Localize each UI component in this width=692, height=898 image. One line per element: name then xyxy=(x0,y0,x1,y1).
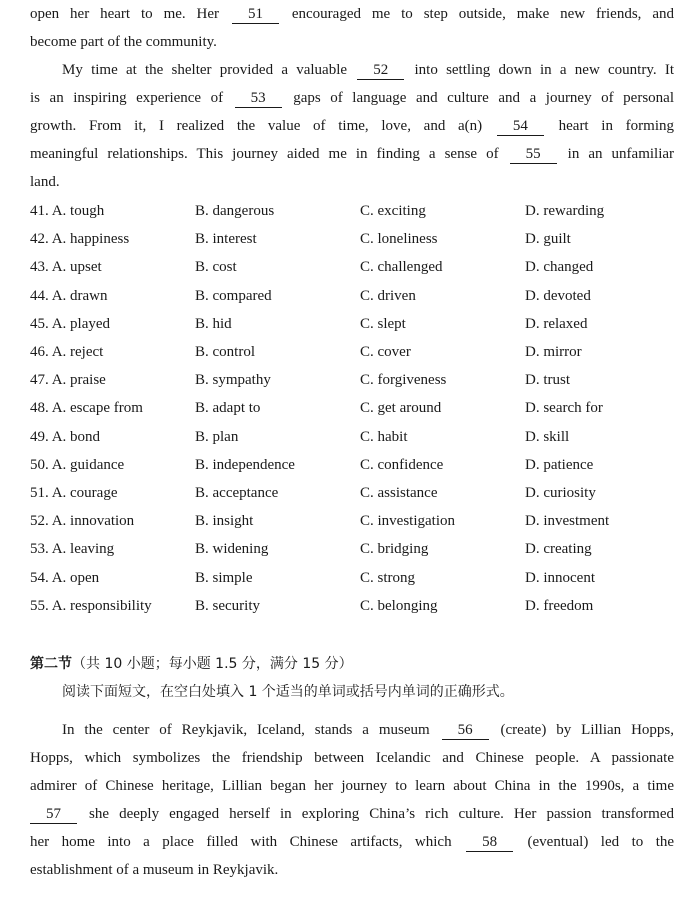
option-a xyxy=(30,535,114,563)
option-a xyxy=(30,310,110,338)
option-row xyxy=(30,564,674,592)
option-d: D. trust xyxy=(525,372,570,389)
option-c: C. cover xyxy=(360,344,411,360)
option-d: D. guilt xyxy=(525,231,571,248)
option-b: B. simple xyxy=(195,569,253,586)
question-number: 45. xyxy=(30,315,49,332)
blank-52: 52 xyxy=(357,61,404,80)
question-number: 50. xyxy=(30,456,49,473)
question-number: 52. xyxy=(30,513,49,530)
option-d: D. creating xyxy=(525,541,592,558)
option-c: C. confidence xyxy=(360,456,444,473)
blank-51: 51 xyxy=(232,5,279,24)
option-a xyxy=(30,225,129,253)
option-row xyxy=(30,423,674,451)
question-number: 51. xyxy=(30,485,49,501)
question-number: 42. xyxy=(30,231,49,248)
passage1-line-2: become part of the community. xyxy=(30,34,217,50)
option-text: A. reject xyxy=(51,344,104,360)
text: meaningful relationships. This journey aided me in finding a sense of xyxy=(30,146,499,162)
option-text: A. responsibility xyxy=(51,597,152,614)
option-text: A. courage xyxy=(51,485,118,501)
question-number: 47. xyxy=(30,372,49,389)
blank-53: 53 xyxy=(235,89,282,108)
passage1-line-6 xyxy=(30,140,674,168)
text: gaps of language and culture and a journey of personal xyxy=(293,90,674,106)
option-a xyxy=(30,282,108,310)
section-title: 第二节 xyxy=(30,656,72,672)
passage1-line-5 xyxy=(30,112,674,140)
option-b: B. interest xyxy=(195,231,257,248)
text: in an unfamiliar xyxy=(567,146,675,162)
option-d: D. rewarding xyxy=(525,203,605,219)
option-d: D. skill xyxy=(525,428,570,445)
option-d: D. freedom xyxy=(525,597,594,614)
blank-55: 55 xyxy=(510,145,557,164)
option-row xyxy=(30,394,674,422)
option-text: A. innovation xyxy=(51,513,135,530)
text: (create) by Lillian Hopps, xyxy=(500,722,675,738)
option-b: B. widening xyxy=(195,541,269,558)
passage1-line-3 xyxy=(62,56,674,84)
option-c: C. loneliness xyxy=(360,231,438,248)
option-c: C. forgiveness xyxy=(360,372,447,389)
option-b: B. adapt to xyxy=(195,400,261,417)
option-b: B. dangerous xyxy=(195,203,275,219)
option-text: A. happiness xyxy=(51,231,130,248)
option-b: B. cost xyxy=(195,259,237,276)
passage2-line-4 xyxy=(30,800,674,828)
question-number: 55. xyxy=(30,597,49,614)
question-number: 53. xyxy=(30,541,49,558)
blank-57: 57 xyxy=(30,805,77,824)
question-number: 54. xyxy=(30,569,49,586)
section-instruction: 阅读下面短文，在空白处填入 1 个适当的单词或括号内单词的正确形式。 xyxy=(62,684,514,700)
option-a xyxy=(30,366,106,394)
option-c: C. challenged xyxy=(360,259,443,276)
option-a xyxy=(30,479,118,507)
option-c: C. get around xyxy=(360,400,442,417)
section-heading xyxy=(30,650,353,678)
option-text: A. leaving xyxy=(51,541,115,558)
option-c: C. slept xyxy=(360,315,406,332)
option-text: A. played xyxy=(51,315,111,332)
option-a xyxy=(30,507,134,535)
option-text: A. open xyxy=(51,569,100,586)
option-row xyxy=(30,366,674,394)
option-row xyxy=(30,479,674,507)
option-d: D. devoted xyxy=(525,287,591,304)
question-number: 43. xyxy=(30,259,49,276)
option-text: A. bond xyxy=(51,428,101,445)
option-text: A. upset xyxy=(51,259,102,276)
option-b: B. control xyxy=(195,344,255,360)
question-number: 48. xyxy=(30,400,49,417)
option-d: D. curiosity xyxy=(525,485,596,501)
option-d: D. search for xyxy=(525,400,603,417)
option-text: A. tough xyxy=(51,203,105,219)
option-a xyxy=(30,564,99,592)
option-row xyxy=(30,451,674,479)
option-d: D. patience xyxy=(525,456,594,473)
option-c: C. driven xyxy=(360,287,416,304)
option-b: B. sympathy xyxy=(195,372,271,389)
text: In the center of Reykjavik, Iceland, stands a museum xyxy=(62,722,430,738)
text: is an inspiring experience of xyxy=(30,90,224,106)
option-b: B. acceptance xyxy=(195,485,279,501)
option-row xyxy=(30,535,674,563)
question-number: 49. xyxy=(30,428,49,445)
option-a xyxy=(30,338,103,366)
text: (eventual) led to the xyxy=(527,834,675,850)
option-row xyxy=(30,507,674,535)
text: her home into a place filled with Chinese artifacts, which xyxy=(30,834,452,850)
text: into settling down in a new country. It xyxy=(414,62,675,78)
text: My time at the shelter provided a valuable xyxy=(62,62,348,78)
option-c: C. strong xyxy=(360,569,416,586)
passage1-line-1 xyxy=(30,0,674,28)
passage2-line-2: Hopps, which symbolizes the friendship between Icelandic and Chinese people. A passionate xyxy=(30,750,674,766)
option-c: C. bridging xyxy=(360,541,429,558)
option-row xyxy=(30,225,674,253)
option-d: D. innocent xyxy=(525,569,595,586)
question-number: 46. xyxy=(30,344,49,360)
option-a xyxy=(30,423,100,451)
option-a xyxy=(30,592,152,620)
option-text: A. praise xyxy=(51,372,106,389)
blank-56: 56 xyxy=(442,721,489,740)
option-a xyxy=(30,197,104,225)
option-b: B. compared xyxy=(195,287,272,304)
option-row xyxy=(30,253,674,281)
passage2-line-6: establishment of a museum in Reykjavik. xyxy=(30,862,279,878)
blank-54: 54 xyxy=(497,117,544,136)
option-d: D. relaxed xyxy=(525,315,588,332)
option-row xyxy=(30,197,674,225)
option-a xyxy=(30,394,143,422)
option-b: B. insight xyxy=(195,513,254,530)
passage2-line-1 xyxy=(62,716,674,744)
option-c: C. habit xyxy=(360,428,408,445)
text: encouraged me to step outside, make new friends, and xyxy=(291,6,674,22)
option-row xyxy=(30,338,674,366)
option-b: B. plan xyxy=(195,428,239,445)
option-a xyxy=(30,451,124,479)
blank-58: 58 xyxy=(466,833,513,852)
passage2-line-5 xyxy=(30,828,674,856)
option-row xyxy=(30,310,674,338)
option-c: C. assistance xyxy=(360,485,438,501)
option-c: C. investigation xyxy=(360,513,455,530)
option-row xyxy=(30,592,674,620)
option-b: B. hid xyxy=(195,315,232,332)
text: heart in forming xyxy=(558,118,675,134)
text: she deeply engaged herself in exploring China’s rich culture. Her passion transformed xyxy=(89,806,674,822)
text: growth. From it, I realized the value of time, love, and a(n) xyxy=(30,118,483,134)
option-c: C. belonging xyxy=(360,597,438,614)
option-a xyxy=(30,253,102,281)
section-score-info: （共 10 小题；每小题 1.5 分，满分 15 分） xyxy=(72,656,353,672)
passage1-line-7: land. xyxy=(30,174,60,190)
option-text: A. escape from xyxy=(51,400,143,417)
question-number: 44. xyxy=(30,287,49,304)
option-d: D. changed xyxy=(525,259,594,276)
option-d: D. mirror xyxy=(525,344,582,360)
option-b: B. security xyxy=(195,597,260,614)
passage2-line-3: admirer of Chinese heritage, Lillian began her journey to learn about China in the 1990s, a time xyxy=(30,778,674,794)
option-text: A. guidance xyxy=(51,456,125,473)
question-number: 41. xyxy=(30,203,49,219)
option-text: A. drawn xyxy=(51,287,108,304)
option-row xyxy=(30,282,674,310)
text: open her heart to me. Her xyxy=(30,6,220,22)
option-d: D. investment xyxy=(525,513,610,530)
option-b: B. independence xyxy=(195,456,295,473)
option-c: C. exciting xyxy=(360,203,426,219)
passage1-line-4 xyxy=(30,84,674,112)
